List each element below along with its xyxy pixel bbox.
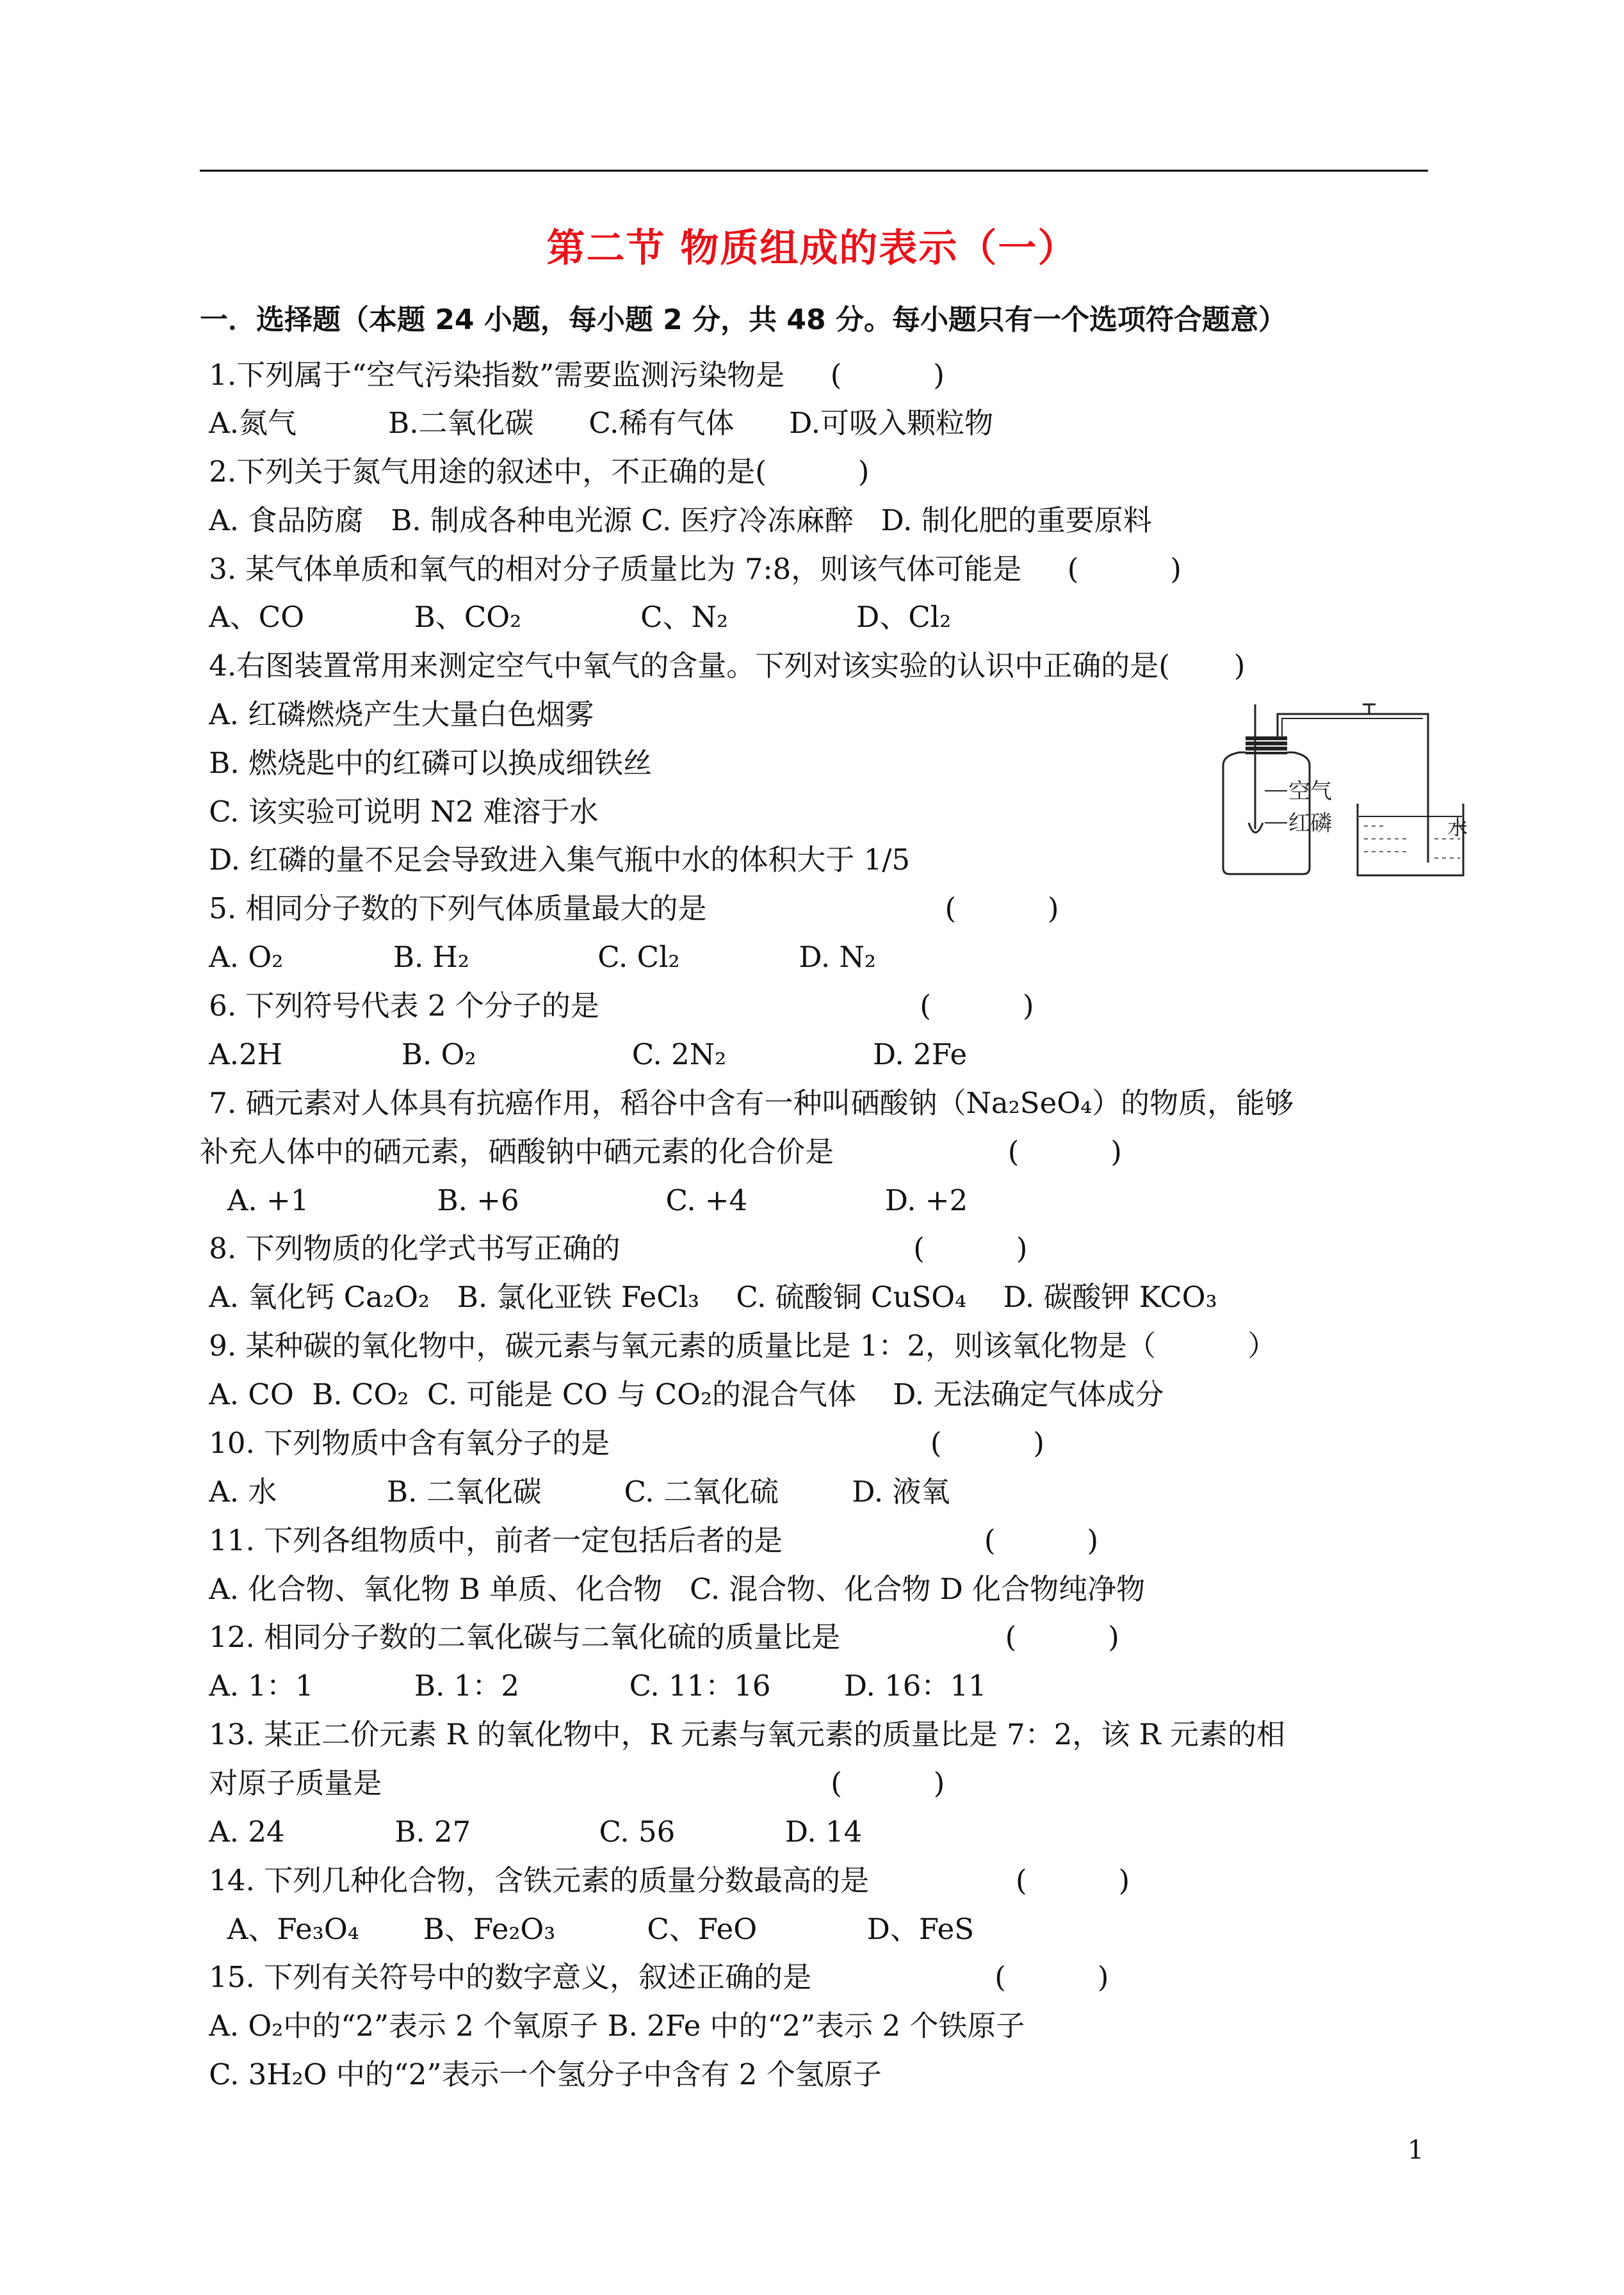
question-8: 8. 下列物质的化学式书写正确的 ( ) xyxy=(200,1231,1028,1265)
question-14: 14. 下列几种化合物，含铁元素的质量分数最高的是 ( ) xyxy=(200,1863,1130,1897)
page-number: 1 xyxy=(1408,2136,1424,2165)
question-10: 10. 下列物质中含有氧分子的是 ( ) xyxy=(200,1426,1044,1460)
q4-option-c: C. 该实验可说明 N2 难溶于水 xyxy=(200,795,599,829)
q7-options: A. +1 B. +6 C. +4 D. +2 xyxy=(200,1183,968,1217)
q11-options: A. 化合物、氧化物 B 单质、化合物 C. 混合物、化合物 D 化合物纯净物 xyxy=(200,1572,1146,1606)
q10-options: A. 水 B. 二氧化碳 C. 二氧化硫 D. 液氧 xyxy=(200,1475,950,1509)
label-air: 空气 xyxy=(1288,779,1332,804)
question-11: 11. 下列各组物质中，前者一定包括后者的是 ( ) xyxy=(200,1523,1099,1557)
question-9: 9. 某种碳的氧化物中，碳元素与氧元素的质量比是 1：2，则该氧化物是（ ） xyxy=(200,1329,1277,1363)
question-6: 6. 下列符号代表 2 个分子的是 ( ) xyxy=(200,989,1034,1023)
label-water: 水 xyxy=(1447,815,1468,839)
q5-options: A. O₂ B. H₂ C. Cl₂ D. N₂ xyxy=(200,940,876,974)
q2-options: A. 食品防腐 B. 制成各种电光源 C. 医疗冷冻麻醉 D. 制化肥的重要原料 xyxy=(200,503,1152,537)
question-4: 4.右图装置常用来测定空气中氧气的含量。下列对该实验的认识中正确的是( ) xyxy=(200,649,1246,683)
q3-options: A、CO B、CO₂ C、N₂ D、Cl₂ xyxy=(200,600,952,634)
q15-options-ab: A. O₂中的“2”表示 2 个氧原子 B. 2Fe 中的“2”表示 2 个铁原子 xyxy=(200,2009,1025,2043)
q6-options: A.2H B. O₂ C. 2N₂ D. 2Fe xyxy=(200,1037,968,1071)
q9-options: A. CO B. CO₂ C. 可能是 CO 与 CO₂的混合气体 D. 无法确定气体成分 xyxy=(200,1377,1164,1411)
q4-option-a: A. 红磷燃烧产生大量白色烟雾 xyxy=(200,697,594,731)
question-3: 3. 某气体单质和氧气的相对分子质量比为 7:8，则该气体可能是 ( ) xyxy=(200,552,1181,586)
question-15: 15. 下列有关符号中的数字意义，叙述正确的是 ( ) xyxy=(200,1960,1109,1994)
question-7: 7. 硒元素对人体具有抗癌作用，稻谷中含有一种叫硒酸钠（Na₂SeO₄）的物质，能够 xyxy=(200,1086,1294,1120)
q12-options: A. 1：1 B. 1：2 C. 11：16 D. 16：11 xyxy=(200,1669,987,1703)
question-1: 1.下列属于“空气污染指数”需要监测污染物是 ( ) xyxy=(200,358,945,392)
question-7-cont: 补充人体中的硒元素，硒酸钠中硒元素的化合价是 ( ) xyxy=(200,1135,1122,1169)
q14-options: A、Fe₃O₄ B、Fe₂O₃ C、FeO D、FeS xyxy=(200,1912,975,1946)
q8-options: A. 氧化钙 Ca₂O₂ B. 氯化亚铁 FeCl₃ C. 硫酸铜 CuSO₄ D. 碳酸钾 KCO₃ xyxy=(200,1280,1217,1314)
oxygen-experiment-diagram xyxy=(1217,695,1473,887)
delivery-tube xyxy=(1278,714,1428,736)
section-heading: 一．选择题（本题 24 小题，每小题 2 分，共 48 分。每小题只有一个选项符合题意） xyxy=(200,304,1287,336)
question-12: 12. 相同分子数的二氧化碳与二氧化硫的质量比是 ( ) xyxy=(200,1620,1119,1654)
header-rule xyxy=(200,170,1428,172)
q15-option-c: C. 3H₂O 中的“2”表示一个氢分子中含有 2 个氢原子 xyxy=(200,2057,882,2091)
question-13-cont: 对原子质量是 ( ) xyxy=(200,1766,945,1800)
q4-option-d: D. 红磷的量不足会导致进入集气瓶中水的体积大于 1/5 xyxy=(200,843,911,877)
question-13: 13. 某正二价元素 R 的氧化物中，R 元素与氧元素的质量比是 7：2，该 R 元素的相 xyxy=(200,1717,1285,1751)
page-title: 第二节 物质组成的表示（一） xyxy=(546,226,1078,271)
q1-options: A.氮气 B.二氧化碳 C.稀有气体 D.可吸入颗粒物 xyxy=(200,406,994,440)
q13-options: A. 24 B. 27 C. 56 D. 14 xyxy=(200,1815,863,1849)
label-red-phosphorus: 红磷 xyxy=(1288,811,1332,836)
question-2: 2.下列关于氮气用途的叙述中，不正确的是( ) xyxy=(200,455,870,489)
question-5: 5. 相同分子数的下列气体质量最大的是 ( ) xyxy=(200,891,1059,925)
q4-option-b: B. 燃烧匙中的红磷可以换成细铁丝 xyxy=(200,746,652,780)
